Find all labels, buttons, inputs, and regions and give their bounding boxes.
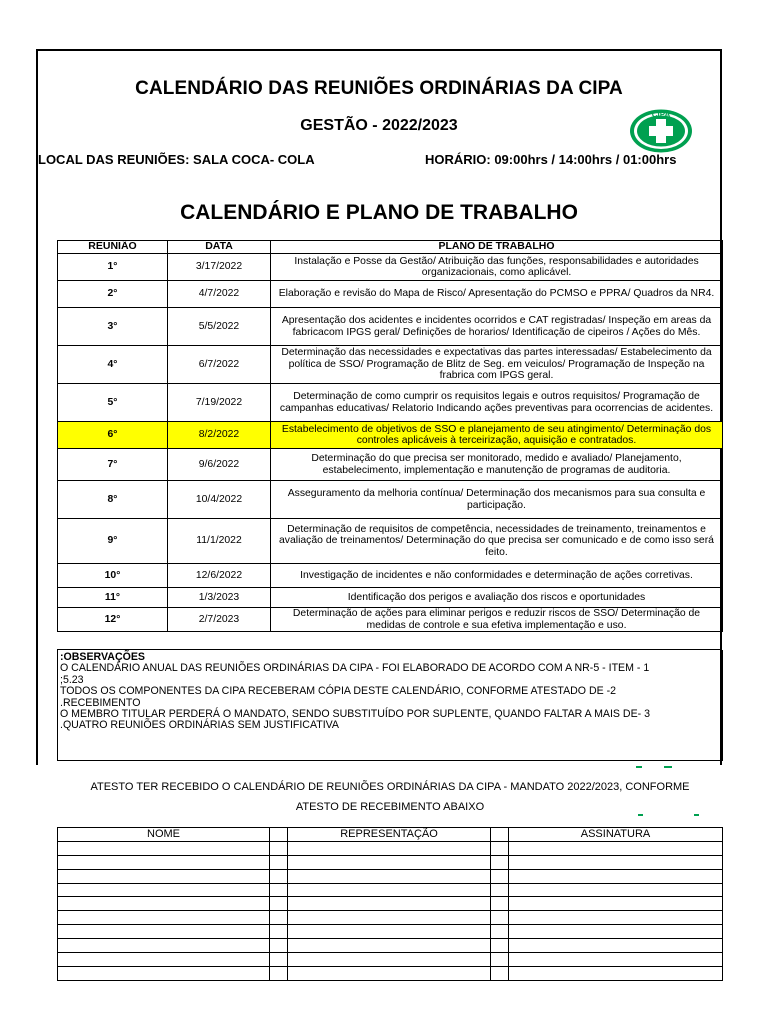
meeting-plan: Estabelecimento de objetivos de SSO e planejamento de seu atingimento/ Determinação dos controles aplicáveis à terceirização, aquisição e contratados. <box>271 422 723 449</box>
representation-cell[interactable] <box>288 939 491 953</box>
plan-title: CALENDÁRIO E PLANO DE TRABALHO <box>180 201 578 224</box>
representation-cell[interactable] <box>288 911 491 925</box>
representation-cell[interactable] <box>288 869 491 883</box>
meeting-number: 10° <box>58 564 168 588</box>
meeting-number: 1° <box>58 254 168 281</box>
meeting-number: 5° <box>58 384 168 422</box>
name-cell[interactable] <box>58 855 270 869</box>
meeting-number: 4° <box>58 346 168 384</box>
representation-cell[interactable] <box>288 953 491 967</box>
table-row <box>58 449 723 481</box>
col-data: DATA <box>168 241 271 254</box>
meeting-number: 9° <box>58 519 168 564</box>
spacer-cell <box>270 939 288 953</box>
spacer-cell <box>270 841 288 855</box>
meeting-time: HORÁRIO: 09:00hrs / 14:00hrs / 01:00hrs <box>425 152 677 167</box>
meeting-plan: Investigação de incidentes e não conformidades e determinação de ações corretivas. <box>271 564 723 588</box>
spacer-cell <box>491 883 509 897</box>
spacer-cell <box>491 939 509 953</box>
meeting-date: 9/6/2022 <box>168 449 271 481</box>
meeting-date: 1/3/2023 <box>168 588 271 608</box>
signature-row <box>58 911 723 925</box>
meeting-plan: Identificação dos perigos e avaliação dos riscos e oportunidades <box>271 588 723 608</box>
spacer-cell <box>491 841 509 855</box>
spacer-cell <box>270 966 288 980</box>
spacer-cell <box>491 855 509 869</box>
meeting-plan: Elaboração e revisão do Mapa de Risco/ Apresentação do PCMSO e PPRA/ Quadros da NR4. <box>271 281 723 308</box>
spacer-cell <box>270 828 288 842</box>
col-reuniao: REUNIÃO <box>58 241 168 254</box>
signature-row <box>58 897 723 911</box>
name-cell[interactable] <box>58 869 270 883</box>
meeting-number: 12° <box>58 608 168 632</box>
signature-cell[interactable] <box>509 966 723 980</box>
green-mark <box>636 766 642 768</box>
meeting-plan: Apresentação dos acidentes e incidentes ocorridos e CAT registradas/ Inspeção em areas da fabricacom IPGS geral/ Definições de horarios/ Identificação de cipeiros / Ações do Mês. <box>271 308 723 346</box>
meeting-date: 8/2/2022 <box>168 422 271 449</box>
observacoes-line: ;5.23 <box>60 673 84 686</box>
signature-cell[interactable] <box>509 911 723 925</box>
observacoes-line: O MEMBRO TITULAR PERDERÁ O MANDATO, SENDO SUBSTITUÍDO POR SUPLENTE, QUANDO FALTAR A MAIS DE- 3 <box>60 708 651 721</box>
spacer-cell <box>491 925 509 939</box>
signature-row <box>58 939 723 953</box>
logo-text: CIPA <box>651 110 671 119</box>
name-cell[interactable] <box>58 925 270 939</box>
name-cell[interactable] <box>58 841 270 855</box>
representation-cell[interactable] <box>288 841 491 855</box>
meeting-date: 5/5/2022 <box>168 308 271 346</box>
table-row <box>58 308 723 346</box>
observacoes-line: O CALENDÁRIO ANUAL DAS REUNIÕES ORDINÁRIAS DA CIPA - FOI ELABORADO DE ACORDO COM A NR-5 - ITEM - 1 <box>60 662 650 675</box>
spacer-cell <box>270 869 288 883</box>
green-mark <box>664 766 672 768</box>
green-mark <box>694 814 699 816</box>
meeting-plan: Determinação das necessidades e expectativas das partes interessadas/ Estabelecimento da política de SSO/ Programação de Blitz de Seg. em veiculos/ Programação de Inspeção na frabrica com IPGS geral. <box>271 346 723 384</box>
meeting-plan: Determinação de ações para eliminar perigos e reduzir riscos de SSO/ Determinação de medidas de controle e sua efetiva implementação e uso. <box>271 608 723 632</box>
signature-cell[interactable] <box>509 897 723 911</box>
signature-row <box>58 966 723 980</box>
observacoes-line: TODOS OS COMPONENTES DA CIPA RECEBERAM CÓPIA DESTE CALENDÁRIO, CONFORME ATESTADO DE -2 <box>60 685 617 698</box>
spacer-cell <box>491 828 509 842</box>
meeting-date: 2/7/2023 <box>168 608 271 632</box>
spacer-cell <box>270 897 288 911</box>
table-row <box>58 254 723 281</box>
signature-cell[interactable] <box>509 841 723 855</box>
spacer-cell <box>270 953 288 967</box>
signature-row <box>58 841 723 855</box>
signature-row <box>58 925 723 939</box>
signature-cell[interactable] <box>509 953 723 967</box>
cipa-logo <box>628 108 694 154</box>
meeting-number: 3° <box>58 308 168 346</box>
meeting-date: 7/19/2022 <box>168 384 271 422</box>
col-assinatura: ASSINATURA <box>509 828 723 842</box>
signature-table <box>57 827 723 981</box>
meeting-date: 12/6/2022 <box>168 564 271 588</box>
meeting-plan: Instalação e Posse da Gestão/ Atribuição das funções, responsabilidades e autoridades organizacionais, como aplicável. <box>271 254 723 281</box>
meeting-date: 6/7/2022 <box>168 346 271 384</box>
work-plan-table <box>57 240 723 632</box>
spacer-cell <box>491 869 509 883</box>
spacer-cell <box>491 897 509 911</box>
table-row <box>58 346 723 384</box>
meeting-number: 6° <box>58 422 168 449</box>
table-row <box>58 281 723 308</box>
name-cell[interactable] <box>58 953 270 967</box>
meeting-number: 11° <box>58 588 168 608</box>
table-header-row <box>58 241 723 254</box>
meeting-location: LOCAL DAS REUNIÕES: SALA COCA- COLA <box>38 152 315 167</box>
signature-cell[interactable] <box>509 939 723 953</box>
col-representacao: REPRESENTAÇÃO <box>288 828 491 842</box>
signature-row <box>58 953 723 967</box>
col-plano: PLANO DE TRABALHO <box>271 241 723 254</box>
atesto-line-2: ATESTO DE RECEBIMENTO ABAIXO <box>295 801 485 813</box>
representation-cell[interactable] <box>288 925 491 939</box>
observacoes-box <box>57 650 723 761</box>
signature-cell[interactable] <box>509 869 723 883</box>
observacoes-heading: :OBSERVAÇÕES <box>60 651 145 663</box>
name-cell[interactable] <box>58 939 270 953</box>
signature-row <box>58 883 723 897</box>
meeting-number: 7° <box>58 449 168 481</box>
document-title: CALENDÁRIO DAS REUNIÕES ORDINÁRIAS DA CIPA <box>135 78 623 99</box>
name-cell[interactable] <box>58 911 270 925</box>
frame-top-border <box>36 49 722 51</box>
meeting-date: 10/4/2022 <box>168 481 271 519</box>
meeting-date: 11/1/2022 <box>168 519 271 564</box>
meeting-date: 3/17/2022 <box>168 254 271 281</box>
observacoes-line: .QUATRO REUNIÕES ORDINÁRIAS SEM JUSTIFICATIVA <box>60 719 339 732</box>
meeting-plan: Determinação de como cumprir os requisitos legais e outros requisitos/ Programação de campanhas educativas/ Relatorio Indicando ações preventivas para ocorrencias de acidentes. <box>271 384 723 422</box>
name-cell[interactable] <box>58 966 270 980</box>
signature-cell[interactable] <box>509 855 723 869</box>
signature-row <box>58 855 723 869</box>
observacoes-line: .RECEBIMENTO <box>60 696 141 709</box>
meeting-number: 2° <box>58 281 168 308</box>
table-row <box>58 481 723 519</box>
name-cell[interactable] <box>58 897 270 911</box>
signature-row <box>58 869 723 883</box>
spacer-cell <box>491 953 509 967</box>
spacer-cell <box>270 855 288 869</box>
table-row <box>58 564 723 588</box>
signature-cell[interactable] <box>509 883 723 897</box>
green-mark <box>638 814 643 816</box>
spacer-cell <box>491 911 509 925</box>
representation-cell[interactable] <box>288 966 491 980</box>
gestao-label: GESTÃO - 2022/2023 <box>300 117 458 134</box>
meeting-plan: Determinação de requisitos de competência, necessidades de treinamento, treinamentos e avaliação de treinamentos/ Determinação do que precisa ser comunicado e de como isso será feito. <box>271 519 723 564</box>
table-row <box>58 422 723 449</box>
meeting-date: 4/7/2022 <box>168 281 271 308</box>
representation-cell[interactable] <box>288 855 491 869</box>
col-nome: NOME <box>58 828 270 842</box>
signature-header-row <box>58 828 723 842</box>
meeting-number: 8° <box>58 481 168 519</box>
table-row <box>58 588 723 608</box>
spacer-cell <box>270 911 288 925</box>
spacer-cell <box>270 925 288 939</box>
meeting-plan: Asseguramento da melhoria contínua/ Determinação dos mecanismos para sua consulta e participação. <box>271 481 723 519</box>
meeting-plan: Determinação do que precisa ser monitorado, medido e avaliado/ Planejamento, estabelecimento, implementação e manutenção de programas de auditoria. <box>271 449 723 481</box>
table-row <box>58 519 723 564</box>
name-cell[interactable] <box>58 883 270 897</box>
representation-cell[interactable] <box>288 897 491 911</box>
spacer-cell <box>270 883 288 897</box>
table-row <box>58 384 723 422</box>
signature-cell[interactable] <box>509 925 723 939</box>
spacer-cell <box>491 966 509 980</box>
table-row <box>58 608 723 632</box>
atesto-line-1: ATESTO TER RECEBIDO O CALENDÁRIO DE REUNIÕES ORDINÁRIAS DA CIPA - MANDATO 2022/2023, CONFORME <box>90 781 690 793</box>
representation-cell[interactable] <box>288 883 491 897</box>
